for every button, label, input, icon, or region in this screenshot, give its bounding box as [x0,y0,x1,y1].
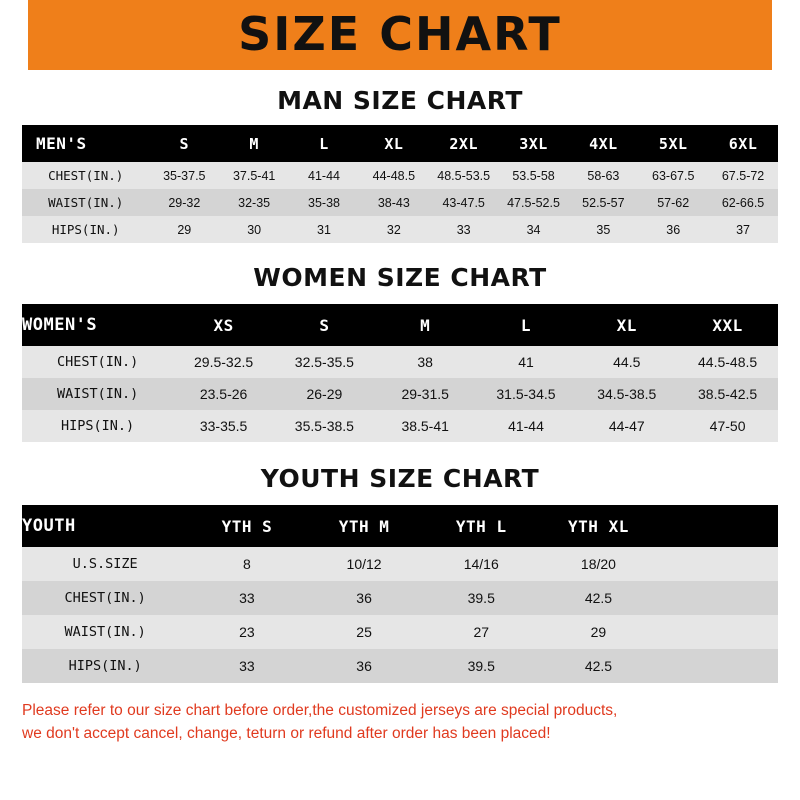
column-header: 2XL [449,134,478,153]
row-label: WAIST(IN.) [56,386,139,402]
cell: 57-62 [657,195,690,210]
cell-spacer [657,547,778,581]
column-header: 5XL [658,134,688,153]
row-label: CHEST(IN.) [48,168,124,183]
header-left-margin [0,0,28,70]
cell: 30 [247,222,262,237]
cell: 62-66.5 [721,195,765,210]
cell: 41 [518,354,534,370]
cell: 35 [596,222,611,237]
row-label: HIPS(IN.) [68,658,142,674]
column-header: S [319,315,330,335]
column-header: M [249,134,259,153]
section-youth [0,464,800,683]
table-row [22,189,778,216]
cell: 29 [177,222,192,237]
cell: 53.5-58 [512,168,555,183]
column-header: L [319,134,329,153]
cell: 32 [386,222,401,237]
table-row [22,581,778,615]
table-row [22,346,778,378]
cell: 33-35.5 [199,418,248,434]
cell: 34 [526,222,541,237]
cell: 58-63 [587,168,620,183]
cell: 29 [590,624,607,640]
footer-note-line-2: we don't accept cancel, change, teturn or refund after order has been placed! [22,725,551,743]
cell: 38.5-42.5 [698,386,758,402]
table-row [22,410,778,442]
cell: 18/20 [580,556,616,572]
cell: 26-29 [306,386,343,402]
cell: 33 [456,222,471,237]
column-header: XL [384,134,404,153]
cell-spacer [657,649,778,683]
cell: 38 [417,354,433,370]
cell: 36 [356,658,372,674]
cell: 35-37.5 [163,168,206,183]
cell: 48.5-53.5 [437,168,491,183]
cell: 23 [239,624,255,640]
cell: 47.5-52.5 [507,195,560,210]
cell: 23.5-26 [199,386,248,402]
cell-spacer [657,615,778,649]
cell: 37.5-41 [232,168,276,183]
page-title: SIZE CHART [238,7,562,61]
cell: 42.5 [584,590,613,606]
column-header: YTH L [455,516,507,536]
table-header-row [22,125,778,162]
section-man [0,86,800,243]
column-header: S [179,134,190,153]
column-header: L [520,315,532,335]
cell: 67.5-72 [721,168,765,183]
cell: 33 [239,658,255,674]
section-women [0,263,800,442]
cell: 27 [473,624,490,640]
table-header-row [22,505,778,547]
section-title-women: WOMEN SIZE CHART [253,263,547,292]
row-label: HIPS(IN.) [51,222,120,237]
row-label: WAIST(IN.) [64,624,146,640]
cell: 8 [243,556,251,572]
cell: 32.5-35.5 [294,354,354,370]
section-title-man: MAN SIZE CHART [277,86,523,115]
column-header: XL [616,315,637,335]
cell: 47-50 [709,418,746,434]
cell: 25 [356,624,372,640]
table-man [22,125,778,243]
cell: 10/12 [346,556,382,572]
row-label: U.S.SIZE [72,556,138,572]
column-header: 3XL [519,134,548,153]
cell: 38-43 [377,195,410,210]
cell: 44-48.5 [372,168,416,183]
cell: 36 [666,222,681,237]
cell: 41-44 [508,418,544,434]
column-header: 4XL [589,134,618,153]
cell-spacer [657,581,778,615]
cell: 42.5 [584,658,613,674]
column-header: YOUTH [22,516,76,536]
table-row [22,216,778,243]
column-header-spacer [657,505,778,547]
footer-note [0,699,800,746]
cell: 36 [356,590,372,606]
cell: 33 [239,590,255,606]
cell: 63-67.5 [652,168,695,183]
cell: 29-32 [168,195,201,210]
cell: 38.5-41 [401,418,449,434]
table-row [22,649,778,683]
cell: 35-38 [308,195,340,210]
header-right-margin [772,0,800,70]
footer-note-line-1: Please refer to our size chart before order,the customized jerseys are special products, [22,702,618,719]
cell: 29-31.5 [401,386,449,402]
table-row [22,547,778,581]
cell: 44.5 [613,354,641,370]
column-header: YTH M [338,516,390,536]
column-header: XS [213,315,234,335]
column-header: YTH S [221,516,273,536]
table-row [22,615,778,649]
cell: 43-47.5 [442,195,485,210]
table-row [22,162,778,189]
column-header: M [420,315,431,335]
column-header: 6XL [728,134,758,153]
table-row [22,378,778,410]
cell: 37 [736,222,751,237]
row-label: HIPS(IN.) [61,418,135,434]
table-women [22,304,778,442]
cell: 34.5-38.5 [597,386,657,402]
cell: 44-47 [608,418,645,434]
cell: 35.5-38.5 [294,418,354,434]
row-label: WAIST(IN.) [48,195,124,210]
cell: 31.5-34.5 [496,386,556,402]
table-header-row [22,304,778,346]
table-youth [22,505,778,683]
row-label: CHEST(IN.) [56,354,139,370]
cell: 39.5 [467,590,495,606]
column-header: WOMEN'S [22,315,98,335]
header-banner [0,0,800,70]
cell: 44.5-48.5 [698,354,758,370]
cell: 31 [317,222,331,237]
cell: 32-35 [238,195,271,210]
cell: 14/16 [463,556,499,572]
cell: 29.5-32.5 [194,354,254,370]
section-title-youth: YOUTH SIZE CHART [260,464,540,493]
row-label: CHEST(IN.) [64,590,146,606]
column-header: MEN'S [36,134,87,153]
cell: 52.5-57 [582,195,625,210]
cell: 41-44 [308,168,340,183]
cell: 39.5 [467,658,495,674]
column-header: XXL [712,315,743,335]
column-header: YTH XL [568,516,629,536]
